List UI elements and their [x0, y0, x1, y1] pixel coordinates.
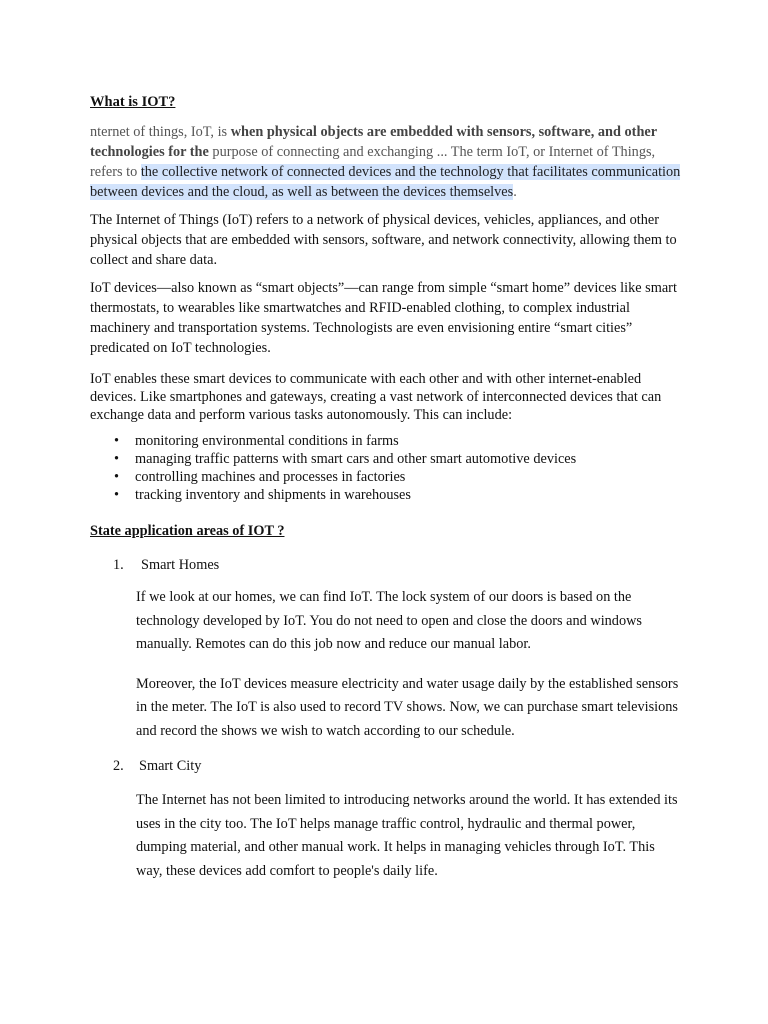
item-label: Smart City: [139, 758, 202, 774]
paragraph-iot-definition: The Internet of Things (IoT) refers to a network of physical devices, vehicles, appliances, and other physical objects that are embedded with sensors, software, and network connectivity, allowing them to collect and share data.: [90, 212, 677, 268]
snippet-highlight: the collective network of connected devices and the technology that facilitates communication between devices and the cloud, as well as between the devices themselves: [90, 164, 681, 200]
page-title: What is IOT?: [90, 94, 176, 110]
list-item-text: tracking inventory and shipments in warehouses: [135, 487, 411, 503]
bullet-icon: •: [114, 433, 120, 449]
bullet-icon: •: [114, 451, 120, 467]
item-number: 2.: [113, 758, 124, 774]
bullet-list: [90, 432, 690, 504]
document-page: [90, 93, 690, 883]
list-item: [114, 486, 690, 504]
smart-homes-paragraph-2: Moreover, the IoT devices measure electricity and water usage daily by the established sensors in the meter. The IoT is also used to record TV shows. Now, we can purchase smart televisions and record the shows we wish to watch according to our schedule.: [136, 675, 679, 739]
list-item-text: monitoring environmental conditions in farms: [135, 433, 399, 449]
snippet-bold: when physical objects are embedded with sensors, software, and other technologies for the: [90, 124, 657, 160]
list-item-text: managing traffic patterns with smart cars and other smart automotive devices: [135, 451, 577, 467]
list-item-text: controlling machines and processes in factories: [135, 469, 406, 485]
item-heading-smart-city: [90, 757, 690, 775]
snippet-end: .: [513, 184, 517, 200]
snippet-lead: nternet of things, IoT, is: [90, 124, 231, 140]
list-item: [114, 432, 690, 450]
section-title: State application areas of IOT ?: [90, 523, 285, 539]
list-item: [114, 468, 690, 486]
item-label: Smart Homes: [141, 557, 220, 573]
list-item: [114, 450, 690, 468]
bullet-icon: •: [114, 469, 120, 485]
bullet-icon: •: [114, 487, 120, 503]
item-heading-smart-homes: [90, 556, 690, 574]
item-number: 1.: [113, 557, 124, 573]
search-snippet: [90, 122, 690, 202]
smart-city-paragraph-1: The Internet has not been limited to introducing networks around the world. It has extended its uses in the city too. The IoT helps manage traffic control, hydraulic and thermal power, dumping material, and other manual work. It helps in managing vehicles through IoT. This way, these devices add comfort to people's daily life.: [136, 792, 678, 879]
smart-homes-paragraph-1: If we look at our homes, we can find IoT. The lock system of our doors is based on the technology developed by IoT. You do not need to open and close the doors and windows manually. Remotes can do this job now and reduce our manual labor.: [136, 589, 642, 652]
snippet-mid: purpose of connecting and exchanging ... The term IoT, or Internet of Things, refers to: [90, 144, 656, 180]
paragraph-iot-devices: IoT devices—also known as “smart objects”—can range from simple “smart home” devices like smart thermostats, to wearables like smartwatches and RFID-enabled clothing, to complex industrial machinery and transportation systems. Technologists are even envisioning entire “smart cities” predicated on IoT technologies.: [90, 280, 677, 356]
paragraph-iot-enables: IoT enables these smart devices to communicate with each other and with other internet-enabled devices. Like smartphones and gateways, creating a vast network of interconnected devices that can exchange data and perform various tasks autonomously. This can include:: [90, 371, 662, 423]
